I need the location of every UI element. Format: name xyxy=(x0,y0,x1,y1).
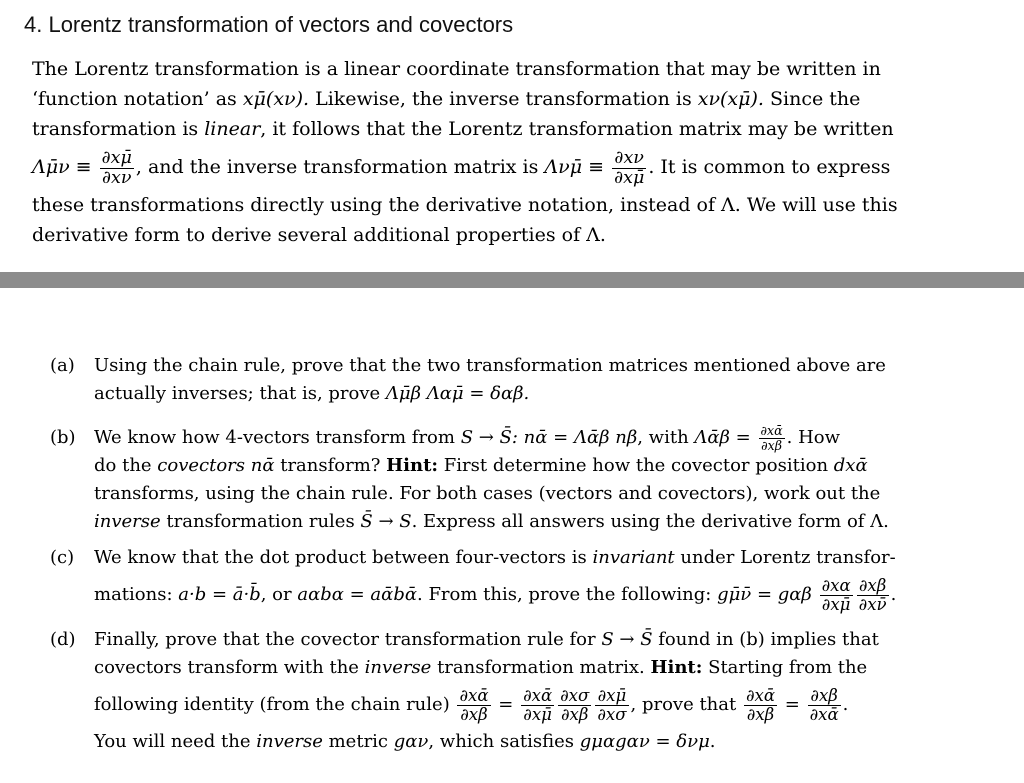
item-line xyxy=(94,508,965,536)
fraction-numerator: ∂xᾱ xyxy=(459,686,489,706)
item-text: transforms, using the chain rule. For both cases (vectors and covectors), work out the xyxy=(94,483,881,504)
inline-math: gμ̄ν̄ = gαβ xyxy=(717,584,812,605)
item-label: (d) xyxy=(50,629,76,650)
emphasis-text: inverse xyxy=(94,511,161,532)
fraction xyxy=(820,577,853,613)
fraction xyxy=(612,149,646,187)
inline-math: S → S̄: nᾱ = Λᾱβ nβ xyxy=(460,427,638,448)
equals-sign: = xyxy=(498,694,514,715)
emphasis-text: inverse xyxy=(256,731,323,752)
item-text: , or xyxy=(260,584,298,605)
fraction-denominator: ∂xβ xyxy=(460,704,488,724)
item-text: . xyxy=(842,694,849,715)
fraction xyxy=(521,687,554,723)
item-text: metric xyxy=(322,731,394,752)
intro-line xyxy=(32,220,994,250)
inline-math: gαν xyxy=(393,731,429,752)
item-text: . xyxy=(890,584,897,605)
fraction xyxy=(595,687,628,723)
problem-item-c xyxy=(50,544,965,618)
item-text: following identity (from the chain rule) xyxy=(94,694,456,715)
problem-list xyxy=(50,352,965,756)
fraction-numerator: ∂xᾱ xyxy=(745,686,776,706)
inline-math: dxᾱ xyxy=(833,455,868,476)
item-line xyxy=(94,626,965,654)
fraction-denominator: ∂xμ̄ xyxy=(821,594,851,614)
item-line xyxy=(94,352,965,380)
fraction-numerator: ∂xα xyxy=(821,576,851,596)
fraction-denominator: ∂xν̄ xyxy=(858,594,887,614)
fraction-denominator: ∂xβ xyxy=(560,704,589,724)
inline-math: aαbα = aᾱbᾱ xyxy=(297,584,417,605)
hint-label: Hint: xyxy=(386,455,439,476)
item-text: mations: xyxy=(94,584,179,605)
emphasis-text: invariant xyxy=(592,547,675,568)
item-line xyxy=(94,480,965,508)
intro-text: Since the xyxy=(763,88,861,110)
problem-item-d xyxy=(50,626,965,756)
item-text: actually inverses; that is, prove xyxy=(94,383,386,404)
item-text: , prove that xyxy=(630,694,742,715)
inline-math: Λᾱβ = xyxy=(694,427,751,448)
item-label: (b) xyxy=(50,427,76,448)
item-text: do the xyxy=(94,455,158,476)
item-line xyxy=(94,572,965,618)
intro-text: ‘function notation’ as xyxy=(32,88,243,110)
fraction-numerator: ∂xμ̄ xyxy=(595,687,628,705)
fraction-denominator: ∂xσ xyxy=(597,704,627,724)
fraction xyxy=(857,577,889,613)
intro-line xyxy=(32,190,994,220)
item-text: You will need the xyxy=(94,731,257,752)
emphasis-text: covectors xyxy=(157,455,246,476)
section-divider xyxy=(0,272,1024,288)
item-text: Starting from the xyxy=(702,657,868,678)
intro-text: transformation is xyxy=(32,118,205,140)
fraction-numerator: ∂xᾱ xyxy=(760,423,783,439)
item-text: , which satisfies xyxy=(428,731,580,752)
fraction-denominator: ∂xᾱ xyxy=(809,704,839,724)
fraction-numerator: ∂xᾱ xyxy=(523,686,553,706)
item-text: transformation rules xyxy=(160,511,361,532)
item-label: (a) xyxy=(50,355,75,376)
item-line xyxy=(94,728,965,756)
item-text: We know that the dot product between four-vectors is xyxy=(94,547,593,568)
item-line xyxy=(94,654,965,682)
inline-math: xμ̄(xν). xyxy=(242,88,310,110)
inline-math: nᾱ xyxy=(245,455,275,476)
fraction xyxy=(457,687,490,723)
inline-math: S → S̄ xyxy=(601,629,653,650)
inline-math: Λνμ̄ ≡ xyxy=(544,156,605,178)
item-line xyxy=(94,380,965,408)
fraction-denominator: ∂xμ̄ xyxy=(614,167,645,188)
inline-math: gμαgαν = δνμ xyxy=(579,731,710,752)
item-text: . How xyxy=(786,427,841,448)
fraction xyxy=(808,687,841,723)
fraction-denominator: ∂xμ̄ xyxy=(523,704,552,724)
intro-text: . It is common to express xyxy=(648,156,891,178)
fraction xyxy=(558,687,591,723)
fraction-numerator: ∂xβ xyxy=(857,577,889,595)
intro-line xyxy=(32,114,994,144)
item-text: transformation matrix. xyxy=(431,657,651,678)
fraction xyxy=(759,424,785,451)
item-text: First determine how the covector position xyxy=(438,455,834,476)
item-line xyxy=(94,424,965,452)
item-text: . From this, prove the following: xyxy=(417,584,718,605)
intro-text: , and the inverse transformation matrix is xyxy=(135,156,545,178)
item-text: transform? xyxy=(274,455,387,476)
item-line xyxy=(94,452,965,480)
intro-text: The Lorentz transformation is a linear coordinate transformation that may be written in xyxy=(32,58,881,80)
fraction-numerator: ∂xβ xyxy=(808,687,841,705)
inline-math: xν(xμ̄). xyxy=(697,88,764,110)
intro-paragraph xyxy=(32,54,994,250)
intro-text: these transformations directly using the derivative notation, instead of Λ. We will use this xyxy=(32,194,898,216)
item-text: Using the chain rule, prove that the two transformation matrices mentioned above are xyxy=(94,355,886,376)
intro-line xyxy=(32,54,994,84)
fraction-denominator: ∂xβ xyxy=(761,437,783,453)
fraction-denominator: ∂xν xyxy=(102,167,132,188)
fraction-denominator: ∂xβ xyxy=(746,704,775,724)
item-text: found in (b) implies that xyxy=(652,629,879,650)
intro-text: Likewise, the inverse transformation is xyxy=(309,88,698,110)
item-text: We know how 4-vectors transform from xyxy=(94,427,461,448)
hint-label: Hint: xyxy=(650,657,703,678)
item-text: covectors transform with the xyxy=(94,657,365,678)
emphasis-text: inverse xyxy=(364,657,432,678)
inline-math: a·b = ā·b̄ xyxy=(178,584,261,605)
item-text: . xyxy=(709,731,716,752)
item-text: under Lorentz transfor- xyxy=(674,547,896,568)
item-text: Finally, prove that the covector transformation rule for xyxy=(94,629,602,650)
item-text: . Express all answers using the derivative form of Λ. xyxy=(411,511,889,532)
item-text: , with xyxy=(637,427,695,448)
inline-math: S̄ → S xyxy=(360,511,412,532)
fraction xyxy=(100,149,134,187)
item-label: (c) xyxy=(50,547,75,568)
intro-line xyxy=(32,144,994,190)
problem-item-a xyxy=(50,352,965,408)
inline-math: Λμ̄ν ≡ xyxy=(32,156,92,178)
intro-text: , it follows that the Lorentz transformation matrix may be written xyxy=(260,118,894,140)
intro-text: derivative form to derive several additional properties of Λ. xyxy=(32,224,606,246)
emphasis-text: linear xyxy=(204,118,261,140)
problem-item-b xyxy=(50,424,965,536)
intro-line xyxy=(32,84,994,114)
fraction-numerator: ∂xμ̄ xyxy=(101,148,132,169)
item-line xyxy=(94,544,965,572)
item-line xyxy=(94,682,965,728)
fraction-numerator: ∂xσ xyxy=(560,686,590,706)
inline-math: Λμ̄β Λαμ̄ = δαβ. xyxy=(385,383,530,404)
fraction-numerator: ∂xν xyxy=(612,149,646,168)
equals-sign: = xyxy=(784,694,800,715)
fraction xyxy=(744,687,777,723)
section-heading: 4. Lorentz transformation of vectors and covectors xyxy=(24,12,514,37)
